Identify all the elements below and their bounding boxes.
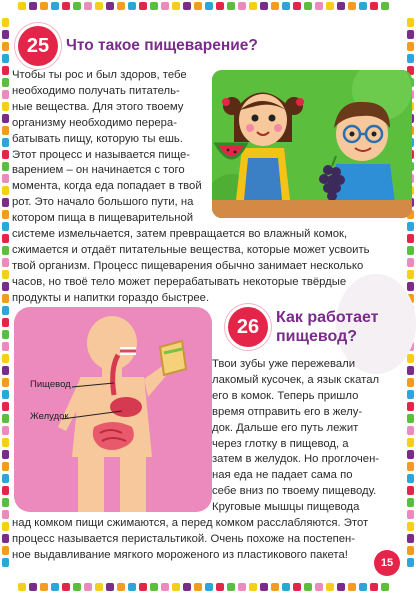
confetti-square: [407, 498, 414, 507]
confetti-square: [348, 583, 356, 591]
confetti-square: [407, 366, 414, 375]
confetti-square: [407, 30, 414, 39]
confetti-square: [407, 270, 414, 279]
confetti-square: [407, 246, 414, 255]
text-line: продукты и напитки гораздо быстрее.: [12, 291, 210, 304]
confetti-square: [407, 450, 414, 459]
confetti-square: [84, 583, 92, 591]
confetti-square: [2, 54, 9, 63]
confetti-square: [293, 583, 301, 591]
confetti-square: [2, 378, 9, 387]
confetti-square: [2, 198, 9, 207]
section-title-line: пищевод?: [276, 328, 358, 345]
section-26-text-full: [12, 516, 408, 564]
confetti-square: [150, 583, 158, 591]
confetti-square: [2, 186, 9, 195]
text-line: варением – он начинается с того: [12, 164, 185, 177]
section-25-header: [18, 26, 258, 66]
confetti-square: [183, 583, 191, 591]
confetti-square: [2, 342, 9, 351]
confetti-square: [2, 522, 9, 531]
text-line: Чтобы ты рос и был здоров, тебе: [12, 69, 187, 81]
confetti-square: [2, 30, 9, 39]
text-line: котором пища в пищеварительной: [12, 212, 194, 225]
confetti-square: [407, 258, 414, 267]
confetti-square: [407, 534, 414, 543]
text-line: ное выдавливание мягкого мороженого из пластикового пакета!: [12, 548, 348, 561]
confetti-square: [2, 90, 9, 99]
confetti-square: [407, 438, 414, 447]
page-number: 15: [374, 550, 400, 576]
confetti-square: [73, 583, 81, 591]
confetti-square: [2, 258, 9, 267]
text-line: затем в желудок. Но проглочен-: [212, 453, 380, 466]
confetti-square: [337, 583, 345, 591]
confetti-square: [407, 378, 414, 387]
confetti-square: [315, 583, 323, 591]
confetti-square: [117, 2, 125, 10]
confetti-square: [2, 414, 9, 423]
confetti-square: [293, 2, 301, 10]
confetti-square: [139, 583, 147, 591]
confetti-square: [238, 583, 246, 591]
text-line: ная еда не падает сама по: [212, 469, 353, 482]
confetti-square: [227, 583, 235, 591]
confetti-square: [282, 2, 290, 10]
confetti-border-top: [18, 2, 389, 10]
confetti-square: [2, 162, 9, 171]
confetti-square: [407, 486, 414, 495]
text-line: системе измельчается, затем превращается во влажный комок,: [12, 228, 348, 241]
text-line: его в комок. Теперь пришло: [212, 389, 359, 402]
confetti-square: [407, 426, 414, 435]
confetti-square: [128, 2, 136, 10]
confetti-square: [2, 114, 9, 123]
confetti-square: [2, 546, 9, 555]
section-26-text-column: [212, 357, 408, 516]
confetti-square: [282, 583, 290, 591]
confetti-square: [260, 2, 268, 10]
confetti-square: [84, 2, 92, 10]
confetti-square: [2, 486, 9, 495]
text-line: рот. Это начало большого пути, на: [12, 196, 194, 209]
body-silhouette: [58, 316, 170, 512]
confetti-square: [2, 246, 9, 255]
confetti-square: [18, 583, 26, 591]
confetti-square: [407, 222, 414, 231]
confetti-square: [407, 510, 414, 519]
confetti-square: [216, 583, 224, 591]
confetti-square: [407, 462, 414, 471]
text-line: ные вещества. Для этого твоему: [12, 100, 184, 113]
section-title-line: Как работает: [276, 309, 379, 326]
confetti-square: [2, 534, 9, 543]
confetti-square: [205, 2, 213, 10]
confetti-square: [407, 402, 414, 411]
confetti-square: [2, 426, 9, 435]
confetti-square: [2, 102, 9, 111]
confetti-square: [2, 222, 9, 231]
confetti-square: [407, 54, 414, 63]
text-line: организму необходимо перера-: [12, 116, 177, 129]
confetti-square: [407, 558, 414, 567]
text-line: через глотку в пищевод, а: [212, 437, 349, 450]
text-line: момента, когда еда попадает в твой: [12, 180, 202, 193]
confetti-square: [2, 126, 9, 135]
confetti-square: [183, 2, 191, 10]
confetti-square: [18, 2, 26, 10]
confetti-square: [2, 150, 9, 159]
text-line: твой организм. Процесс пищеварения обычно занимает несколько: [12, 259, 364, 272]
confetti-square: [95, 2, 103, 10]
confetti-square: [337, 2, 345, 10]
confetti-square: [62, 2, 70, 10]
confetti-square: [172, 583, 180, 591]
confetti-square: [2, 270, 9, 279]
confetti-square: [73, 2, 81, 10]
confetti-square: [407, 474, 414, 483]
confetti-square: [2, 318, 9, 327]
kids-eating-illustration: [212, 70, 412, 218]
confetti-square: [2, 294, 9, 303]
confetti-square: [51, 583, 59, 591]
confetti-square: [407, 354, 414, 363]
confetti-square: [2, 234, 9, 243]
esophagus-label: Пищевод: [30, 379, 71, 390]
confetti-square: [2, 66, 9, 75]
text-line: док. Дальше его путь лежит: [212, 421, 359, 434]
confetti-square: [216, 2, 224, 10]
confetti-square: [407, 522, 414, 531]
confetti-square: [2, 174, 9, 183]
confetti-square: [304, 2, 312, 10]
stomach-label: Желудок: [30, 411, 69, 422]
confetti-square: [260, 583, 268, 591]
text-line: необходимо получать питатель-: [12, 84, 180, 97]
confetti-square: [381, 2, 389, 10]
confetti-square: [139, 2, 147, 10]
confetti-square: [2, 42, 9, 51]
confetti-square: [194, 583, 202, 591]
confetti-square: [2, 498, 9, 507]
confetti-square: [407, 234, 414, 243]
confetti-square: [326, 583, 334, 591]
text-line: Круговые мышцы пищевода: [212, 501, 360, 514]
confetti-square: [2, 438, 9, 447]
confetti-square: [161, 2, 169, 10]
confetti-square: [106, 2, 114, 10]
confetti-square: [29, 2, 37, 10]
section-number-badge: 25: [18, 26, 58, 66]
confetti-square: [2, 354, 9, 363]
confetti-border-bottom: [18, 583, 389, 591]
confetti-square: [2, 18, 9, 27]
confetti-square: [407, 414, 414, 423]
confetti-square: [2, 474, 9, 483]
text-line: процесс называется перистальтикой. Очень похоже на постепен-: [12, 532, 356, 545]
confetti-square: [407, 390, 414, 399]
confetti-square: [40, 2, 48, 10]
confetti-square: [326, 2, 334, 10]
confetti-square: [106, 583, 114, 591]
confetti-square: [161, 583, 169, 591]
confetti-square: [2, 390, 9, 399]
confetti-square: [2, 138, 9, 147]
confetti-square: [381, 583, 389, 591]
confetti-square: [2, 282, 9, 291]
text-line: над комком пищи сжимаются, а перед комком расслабляются. Этот: [12, 517, 369, 529]
confetti-square: [128, 583, 136, 591]
confetti-square: [40, 583, 48, 591]
confetti-square: [370, 583, 378, 591]
confetti-square: [407, 282, 414, 291]
confetti-square: [249, 2, 257, 10]
text-line: батывать пищу, которую ты ешь.: [12, 132, 183, 145]
text-line: часов, но твоё тело может перерабатывать некоторые твёрдые: [12, 275, 347, 288]
confetti-square: [370, 2, 378, 10]
confetti-square: [172, 2, 180, 10]
text-line: себе вниз по твоему пищеводу.: [212, 485, 377, 498]
confetti-square: [315, 2, 323, 10]
confetti-square: [2, 558, 9, 567]
confetti-square: [29, 583, 37, 591]
confetti-square: [271, 2, 279, 10]
confetti-square: [2, 402, 9, 411]
confetti-square: [2, 306, 9, 315]
text-line: время отправить его в желу-: [212, 405, 363, 418]
text-line: Этот процесс и называется пище-: [12, 148, 191, 161]
confetti-square: [249, 583, 257, 591]
confetti-square: [62, 583, 70, 591]
text-line: лакомый кусочек, а язык скатал: [212, 373, 380, 386]
confetti-square: [205, 583, 213, 591]
confetti-square: [238, 2, 246, 10]
page-content: [12, 12, 404, 582]
confetti-square: [194, 2, 202, 10]
confetti-square: [304, 583, 312, 591]
text-line: Твои зубы уже пережевали: [212, 358, 356, 370]
confetti-square: [359, 2, 367, 10]
confetti-square: [2, 450, 9, 459]
section-title: [276, 308, 379, 346]
confetti-square: [2, 210, 9, 219]
confetti-square: [227, 2, 235, 10]
confetti-square: [407, 546, 414, 555]
confetti-square: [2, 510, 9, 519]
confetti-square: [2, 330, 9, 339]
confetti-square: [95, 583, 103, 591]
confetti-square: [348, 2, 356, 10]
confetti-square: [2, 462, 9, 471]
confetti-square: [2, 78, 9, 87]
confetti-square: [359, 583, 367, 591]
confetti-square: [407, 42, 414, 51]
text-line: сжимается и отдаёт питательные вещества, которые может усвоить: [12, 243, 370, 256]
confetti-square: [117, 583, 125, 591]
section-title: Что такое пищеварение?: [66, 37, 258, 54]
section-26-header: [228, 307, 379, 347]
section-number-badge: 26: [228, 307, 268, 347]
confetti-square: [51, 2, 59, 10]
confetti-square: [2, 366, 9, 375]
digestive-system-illustration: [14, 307, 212, 512]
confetti-square: [150, 2, 158, 10]
confetti-square: [271, 583, 279, 591]
confetti-square: [407, 18, 414, 27]
confetti-border-left: [2, 18, 9, 567]
